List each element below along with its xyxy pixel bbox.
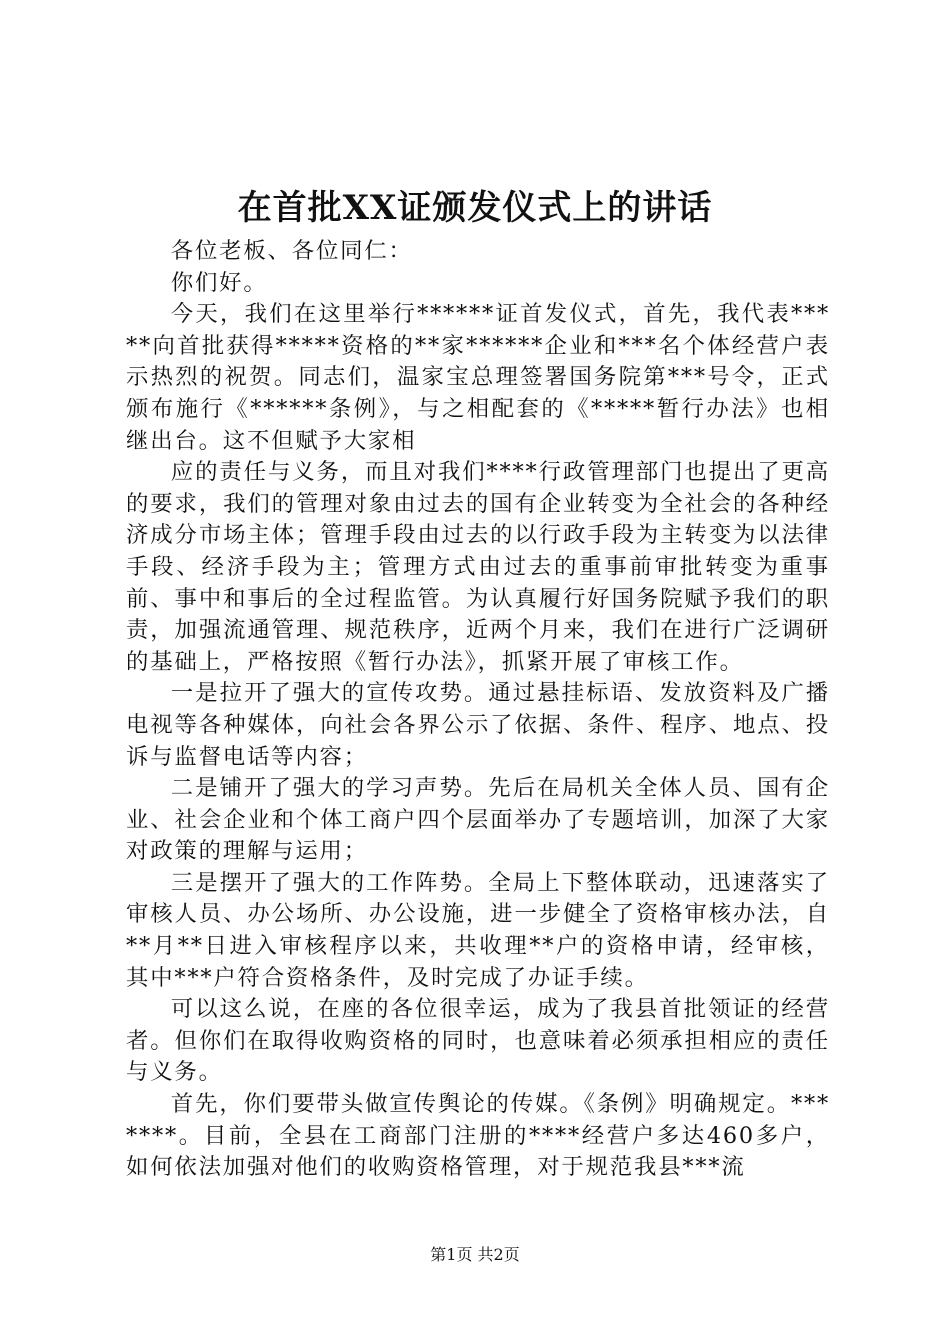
paragraph-hello: 你们好。 [170, 269, 268, 296]
paragraph-point-one: 一是拉开了强大的宣传攻势。通过悬挂标语、发放资料及广播电视等各种媒体，向社会各界公示了依据、条件、程序、地点、投诉与监督电话等内容； [126, 680, 830, 770]
paragraph-first: 首先，你们要带头做宣传舆论的传媒。《条例》明确规定。*******。目前，全县在工商部门注册的****经营户多达460多户，如何依法加强对他们的收购资格管理，对于规范我县***流 [126, 1091, 830, 1181]
paragraph-point-three: 三是摆开了强大的工作阵势。全局上下整体联动，迅速落实了审核人员、办公场所、办公设施，进一步健全了资格审核办法，自**月**日进入审核程序以来，共收理**户的资格申请，经审核，其中***户符合资格条件，及时完成了办证手续。 [126, 869, 830, 991]
page-footer: 第1页 共2页 [430, 1245, 520, 1264]
paragraph-fortunate: 可以这么说，在座的各位很幸运，成为了我县首批领证的经营者。但你们在取得收购资格的同时，也意味着必须承担相应的责任与义务。 [126, 996, 830, 1086]
document-body [126, 236, 830, 1184]
paragraph-responsibility: 应的责任与义务，而且对我们****行政管理部门也提出了更高的要求，我们的管理对象由过去的国有企业转变为全社会的各种经济成分市场主体；管理手段由过去的以行政手段为主转变为以法律手段、经济手段为主；管理方式由过去的重事前审批转变为重事前、事中和事后的全过程监管。为认真履行好国务院赋予我们的职责，加强流通管理、规范秩序，近两个月来，我们在进行广泛调研的基础上，严格按照《暂行办法》，抓紧开展了审核工作。 [126, 459, 830, 675]
document-title: 在首批XX证颁发仪式上的讲话 [237, 188, 713, 228]
paragraph-opening: 今天，我们在这里举行******证首发仪式，首先，我代表*****向首批获得*****资格的**家******企业和***名个体经营户表示热烈的祝贺。同志们，温家宝总理签署国务院第***号令，正式颁布施行《******条例》，与之相配套的《*****暂行办法》也相继出台。这不但赋予大家相 [126, 301, 830, 454]
paragraph-greeting: 各位老板、各位同仁： [170, 238, 413, 264]
paragraph-point-two: 二是铺开了强大的学习声势。先后在局机关全体人员、国有企业、社会企业和个体工商户四个层面举办了专题培训，加深了大家对政策的理解与运用； [126, 775, 830, 865]
